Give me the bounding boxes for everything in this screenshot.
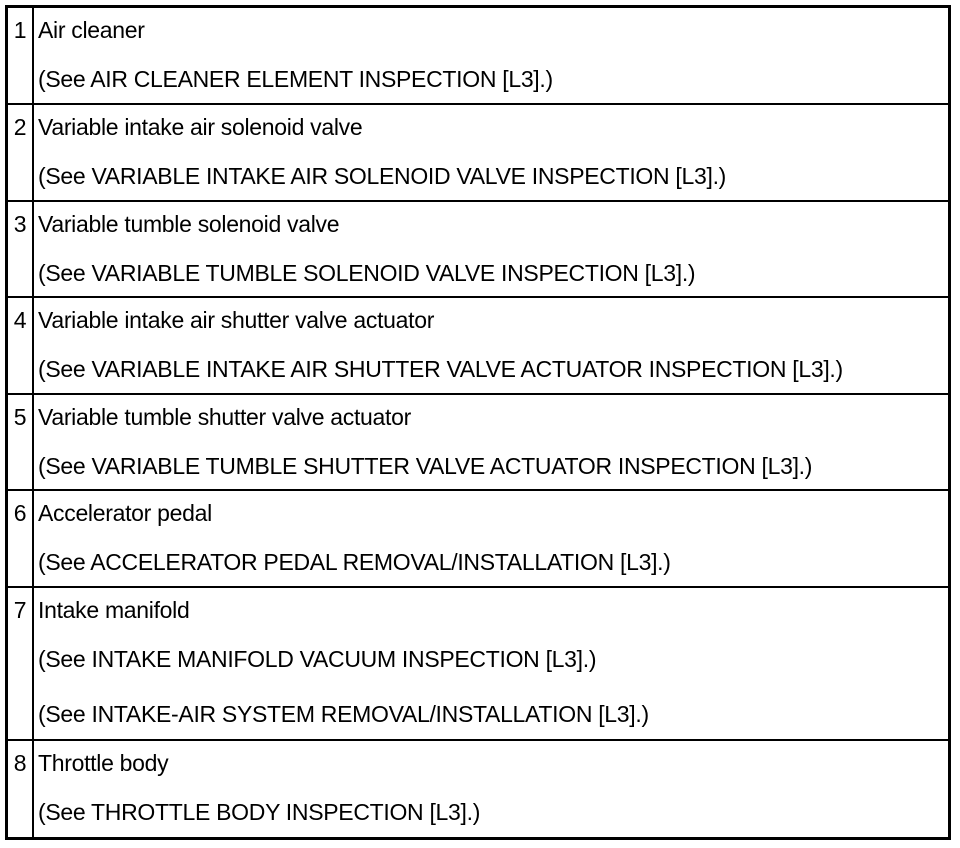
item-reference-link[interactable]: (See VARIABLE INTAKE AIR SHUTTER VALVE ACTUATOR INSPECTION [L3].) [38, 356, 843, 383]
item-number-cell [8, 201, 33, 297]
item-reference-link[interactable]: (See AIR CLEANER ELEMENT INSPECTION [L3].) [38, 66, 553, 92]
item-title: Variable intake air shutter valve actuator [38, 307, 435, 334]
item-number-cell [8, 490, 33, 586]
item-number: 7 [13, 596, 27, 623]
item-title: Air cleaner [38, 17, 145, 43]
item-description-cell [33, 297, 948, 393]
table-row [8, 201, 948, 297]
item-number: 8 [13, 750, 27, 777]
item-description-cell [33, 201, 948, 297]
item-number-cell [8, 297, 33, 393]
item-number: 1 [13, 17, 27, 43]
item-number-cell [8, 8, 33, 104]
item-number: 2 [13, 114, 27, 141]
table-row [8, 297, 948, 393]
item-number-cell [8, 104, 33, 200]
item-number-cell [8, 740, 33, 837]
item-reference-link[interactable]: (See INTAKE-AIR SYSTEM REMOVAL/INSTALLATION [L3].) [38, 700, 649, 727]
item-title: Throttle body [38, 750, 169, 777]
component-reference-table [5, 5, 951, 840]
item-title: Accelerator pedal [38, 500, 212, 527]
item-description-cell [33, 104, 948, 200]
item-reference-link[interactable]: (See INTAKE MANIFOLD VACUUM INSPECTION [L3].) [38, 645, 597, 672]
item-description-cell [33, 587, 948, 741]
item-title: Variable tumble solenoid valve [38, 210, 340, 237]
item-title: Variable intake air solenoid valve [38, 114, 363, 141]
table-row [8, 587, 948, 741]
item-description-cell [33, 490, 948, 586]
item-number: 5 [13, 403, 27, 430]
item-description-cell [33, 394, 948, 490]
item-title: Variable tumble shutter valve actuator [38, 403, 411, 430]
table-row [8, 490, 948, 586]
item-reference-link[interactable]: (See VARIABLE TUMBLE SOLENOID VALVE INSPECTION [L3].) [38, 259, 696, 286]
table-row [8, 104, 948, 200]
item-number: 3 [13, 210, 27, 237]
item-title: Intake manifold [38, 596, 190, 623]
table-row [8, 8, 948, 104]
table-row [8, 740, 948, 837]
item-reference-link[interactable]: (See ACCELERATOR PEDAL REMOVAL/INSTALLATION [L3].) [38, 549, 671, 576]
item-description-cell [33, 740, 948, 837]
reference-table [8, 8, 948, 837]
item-number-cell [8, 587, 33, 741]
item-description-cell [33, 8, 948, 104]
item-reference-link[interactable]: (See VARIABLE TUMBLE SHUTTER VALVE ACTUATOR INSPECTION [L3].) [38, 452, 813, 479]
item-reference-link[interactable]: (See THROTTLE BODY INSPECTION [L3].) [38, 799, 481, 826]
item-number-cell [8, 394, 33, 490]
item-reference-link[interactable]: (See VARIABLE INTAKE AIR SOLENOID VALVE INSPECTION [L3].) [38, 163, 727, 190]
item-number: 4 [13, 307, 27, 334]
item-number: 6 [13, 500, 27, 527]
table-row [8, 394, 948, 490]
